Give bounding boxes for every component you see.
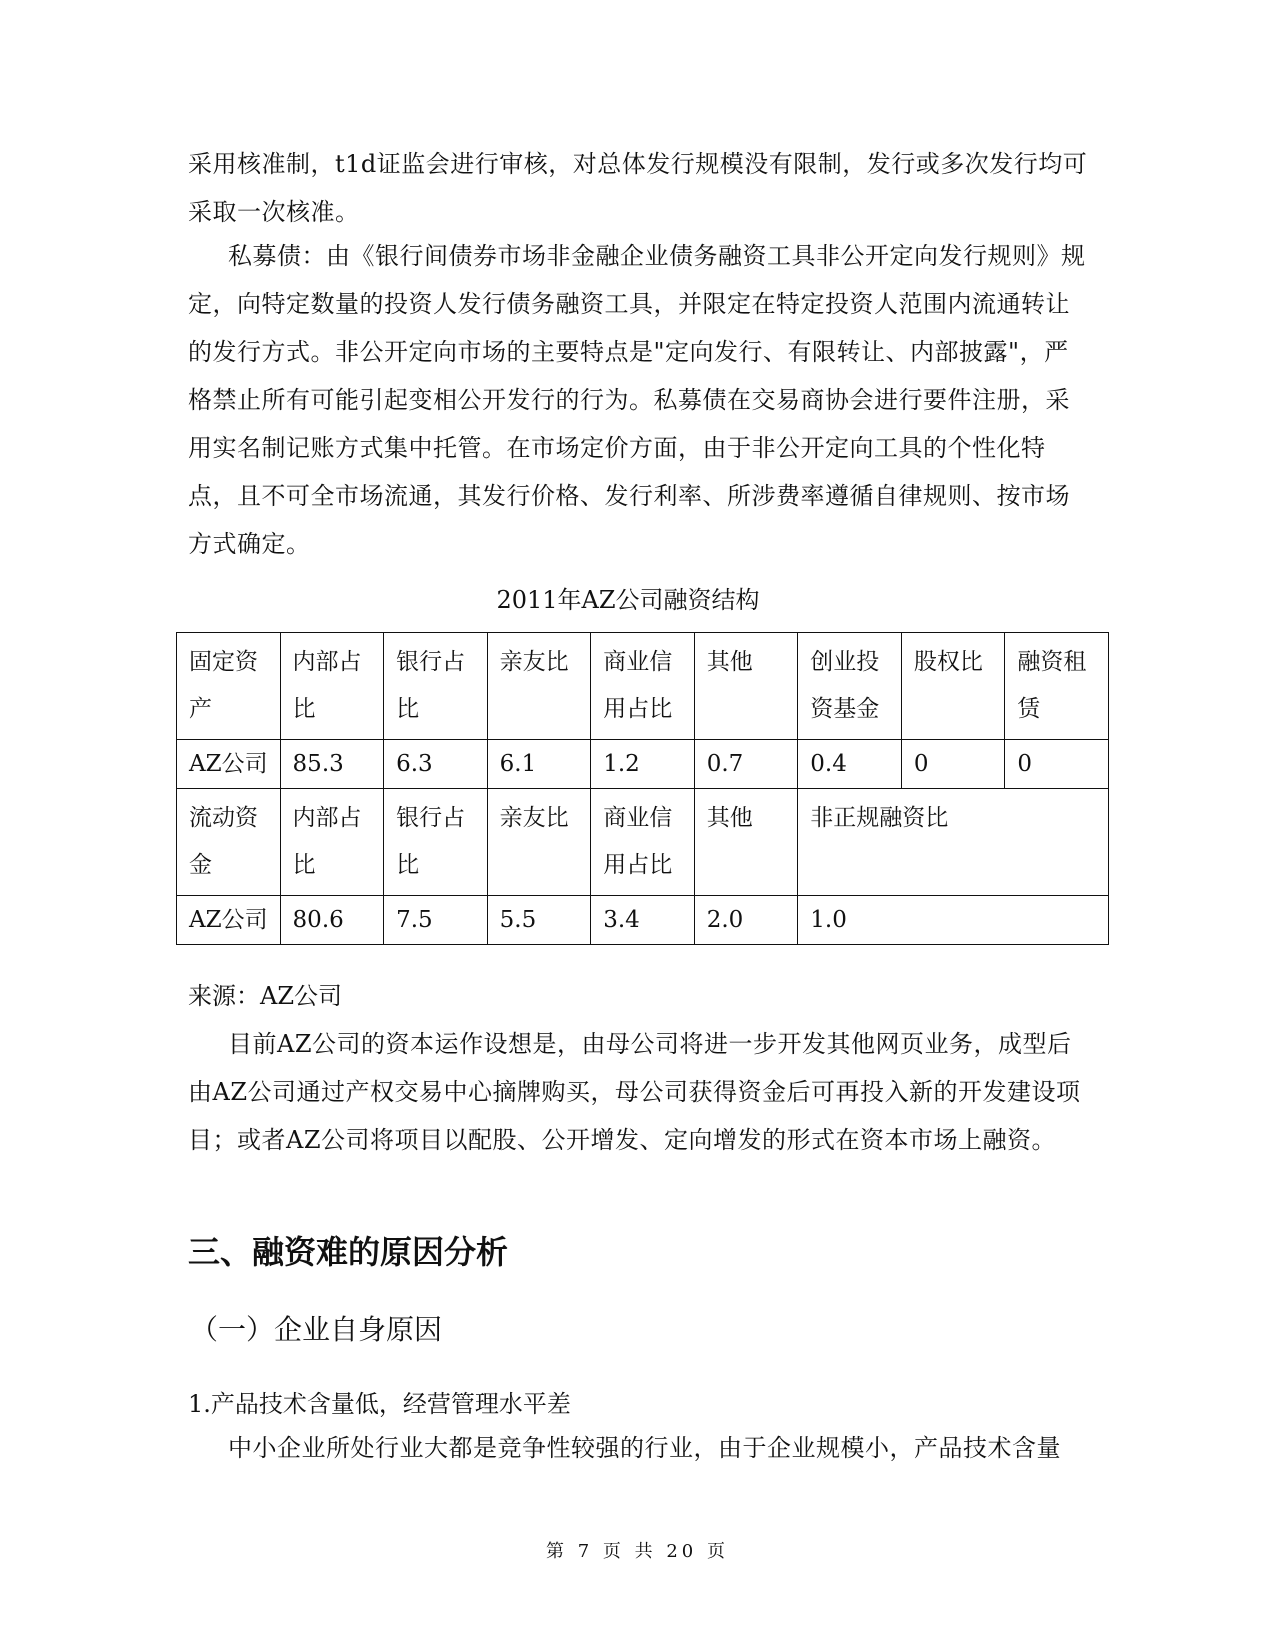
table-cell: 其他: [694, 789, 798, 896]
table-cell: 2.0: [694, 896, 798, 945]
table-cell: 0: [1005, 740, 1109, 789]
table-cell: 非正规融资比: [798, 789, 1109, 896]
table-title: 2011年AZ公司融资结构: [496, 586, 760, 614]
table-row-fixed-values: [177, 740, 1109, 789]
table-cell: 银行占比: [384, 789, 488, 896]
table-cell: 融资租赁: [1005, 633, 1109, 740]
table-cell: AZ公司: [177, 896, 281, 945]
paragraph-sme-industry: 中小企业所处行业大都是竞争性较强的行业，由于企业规模小，产品技术含量: [228, 1434, 1061, 1462]
subsection-heading: （一）企业自身原因: [190, 1313, 443, 1346]
table-cell: 银行占比: [384, 633, 488, 740]
table-cell: 1.0: [798, 896, 1109, 945]
table-cell: 0: [901, 740, 1005, 789]
table-cell: 其他: [694, 633, 798, 740]
paragraph-approval: 采用核准制，t1d证监会进行审核，对总体发行规模没有限制，发行或多次发行均可采取一次核准。: [188, 150, 1088, 226]
table-cell: 0.7: [694, 740, 798, 789]
financing-structure-table: [176, 632, 1109, 945]
paragraph-capital-plan: 目前AZ公司的资本运作设想是，由母公司将进一步开发其他网页业务，成型后由AZ公司通过产权交易中心摘牌购买，母公司获得资金后可再投入新的开发建设项目；或者AZ公司将项目以配股、公开增发、定向增发的形式在资本市场上融资。: [188, 1030, 1081, 1154]
table-cell: 固定资产: [177, 633, 281, 740]
table-cell: 流动资金: [177, 789, 281, 896]
page-footer: 第 7 页 共 20 页: [546, 1541, 729, 1562]
table-cell: 亲友比: [487, 789, 591, 896]
table-cell: 85.3: [280, 740, 384, 789]
table-cell: 内部占比: [280, 633, 384, 740]
table-cell: 3.4: [591, 896, 695, 945]
table-cell: 创业投资基金: [798, 633, 902, 740]
table-cell: 6.1: [487, 740, 591, 789]
table-cell: 0.4: [798, 740, 902, 789]
table-cell: 1.2: [591, 740, 695, 789]
table-cell: 亲友比: [487, 633, 591, 740]
table-row-current-values: [177, 896, 1109, 945]
table-cell: AZ公司: [177, 740, 281, 789]
paragraph-private-bond: 私募债：由《银行间债券市场非金融企业债务融资工具非公开定向发行规则》规定，向特定数量的投资人发行债务融资工具，并限定在特定投资人范围内流通转让的发行方式。非公开定向市场的主要特点是"定向发行、有限转让、内部披露"，严格禁止所有可能引起变相公开发行的行为。私募债在交易商协会进行要件注册，采用实名制记账方式集中托管。在市场定价方面，由于非公开定向工具的个性化特点，且不可全市场流通，其发行价格、发行利率、所涉费率遵循自律规则、按市场方式确定。: [188, 242, 1086, 558]
table-cell: 商业信用占比: [591, 789, 695, 896]
table-cell: 7.5: [384, 896, 488, 945]
table-row-current-header: [177, 789, 1109, 896]
table-cell: 商业信用占比: [591, 633, 695, 740]
table-cell: 6.3: [384, 740, 488, 789]
table-cell: 80.6: [280, 896, 384, 945]
item-heading: 1.产品技术含量低，经营管理水平差: [188, 1390, 571, 1418]
table-cell: 内部占比: [280, 789, 384, 896]
table-source-note: 来源：AZ公司: [188, 982, 343, 1010]
table-cell: 股权比: [901, 633, 1005, 740]
table-row-fixed-header: [177, 633, 1109, 740]
section-heading: 三、融资难的原因分析: [188, 1233, 509, 1271]
table-cell: 5.5: [487, 896, 591, 945]
